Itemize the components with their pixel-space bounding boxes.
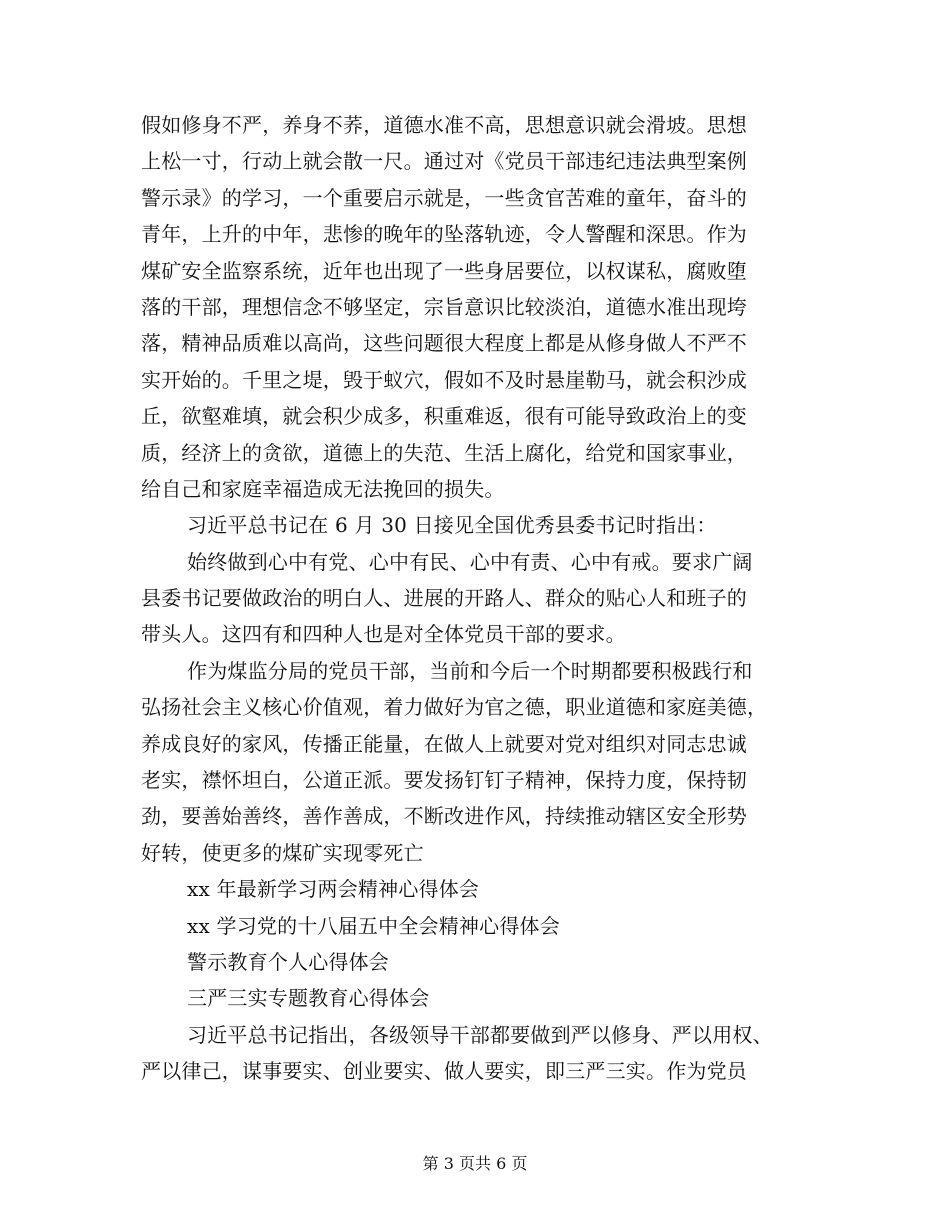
text-line: 作为煤监分局的党员干部，当前和今后一个时期都要积极践行和 bbox=[187, 658, 753, 683]
text-line: 丘，欲壑难填，就会积少成多，积重难返，很有可能导致政治上的变 bbox=[141, 404, 747, 429]
text-line: 三严三实专题教育心得体会 bbox=[187, 986, 430, 1011]
text-line: 实开始的。千里之堤，毁于蚁穴，假如不及时悬崖勒马，就会积沙成 bbox=[141, 367, 747, 392]
text-line: 落，精神品质难以高尚，这些问题很大程度上都是从修身做人不严不 bbox=[141, 331, 747, 356]
text-line: xx 学习党的十八届五中全会精神心得体会 bbox=[187, 913, 560, 938]
text-line: 好转，使更多的煤矿实现零死亡 bbox=[141, 840, 424, 865]
text-line: 劲，要善始善终，善作善成，不断改进作风，持续推动辖区安全形势 bbox=[141, 804, 747, 829]
text-line: 警示教育个人心得体会 bbox=[187, 949, 389, 974]
document-body bbox=[141, 107, 811, 1090]
text-line: 养成良好的家风，传播正能量，在做人上就要对党对组织对同志忠诚 bbox=[141, 731, 747, 756]
text-line: 始终做到心中有党、心中有民、心中有责、心中有戒。要求广阔 bbox=[187, 549, 753, 574]
text-line: 习近平总书记在 6 月 30 日接见全国优秀县委书记时指出： bbox=[187, 513, 717, 538]
text-line: 给自己和家庭幸福造成无法挽回的损失。 bbox=[141, 476, 505, 501]
text-line: xx 年最新学习两会精神心得体会 bbox=[187, 877, 480, 902]
text-line: 老实，襟怀坦白，公道正派。要发扬钉钉子精神，保持力度，保持韧 bbox=[141, 768, 747, 793]
text-line: 煤矿安全监察系统，近年也出现了一些身居要位，以权谋私，腐败堕 bbox=[141, 258, 747, 283]
page-number-footer: 第 3 页共 6 页 bbox=[422, 1154, 528, 1173]
text-line: 假如修身不严，养身不荞，道德水准不高，思想意识就会滑坡。思想 bbox=[141, 113, 747, 137]
text-line: 警示录》的学习，一个重要启示就是，一些贪官苦难的童年，奋斗的 bbox=[141, 185, 747, 210]
text-line: 严以律己，谋事要实、创业要实、做人要实，即三严三实。作为党员 bbox=[141, 1059, 747, 1084]
text-line: 县委书记要做政治的明白人、进展的开路人、群众的贴心人和班子的 bbox=[141, 586, 747, 611]
text-line: 带头人。这四有和四种人也是对全体党员干部的要求。 bbox=[141, 622, 626, 647]
text-line: 落的干部，理想信念不够坚定，宗旨意识比较淡泊，道德水准出现垮 bbox=[141, 294, 747, 319]
text-line: 青年，上升的中年，悲惨的晚年的坠落轨迹，令人警醒和深思。作为 bbox=[141, 222, 747, 247]
text-line: 习近平总书记指出，各级领导干部都要做到严以修身、严以用权、 bbox=[187, 1022, 773, 1047]
text-line: 弘扬社会主义核心价值观，着力做好为官之德，职业道德和家庭美德， bbox=[141, 695, 768, 720]
text-line: 上松一寸，行动上就会散一尺。通过对《党员干部违纪违法典型案例 bbox=[141, 149, 747, 174]
text-line: 质，经济上的贪欲，道德上的失范、生活上腐化，给党和国家事业， bbox=[141, 440, 747, 465]
